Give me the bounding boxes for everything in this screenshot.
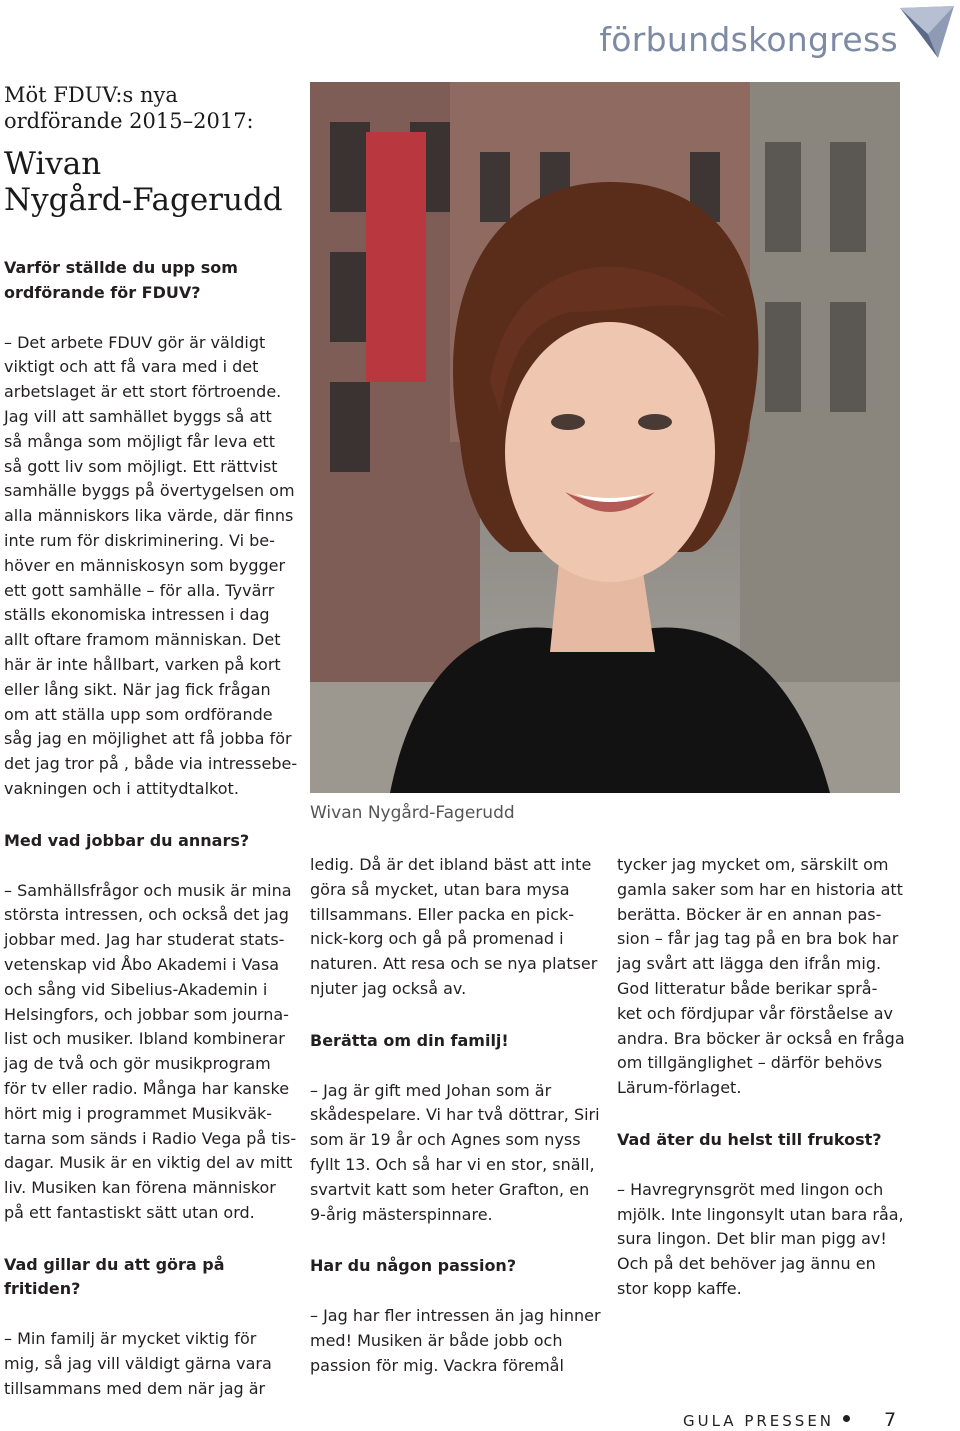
intro-line: ordförande 2015–2017: [4,109,254,133]
column-2 [310,853,605,1379]
title-line: Nygård-Fagerudd [4,182,283,218]
publication-name: GULA PRESSEN [683,1412,835,1430]
question-heading: Har du någon passion? [310,1256,517,1276]
page-number: 7 [884,1409,897,1431]
column-3 [617,853,917,1302]
portrait-illustration [310,82,900,793]
answer-paragraph: – Det arbete FDUV gör är väldigt viktigt och att få vara med i det arbetslaget är ett stort förtroende. Jag vill att samhället byggs så att så många som möjligt får leva ett så gott liv som möjligt. Ett rättvist samhälle byggs på övertygelsen om alla människors lika värde, där finns inte rum för diskriminering. Vi be- höver en människosyn som bygger ett gott samhälle – för alla. Tyvärr ställs ekonomiska intressen i dag allt oftare framom människan. Det här är inte hållbart, varken på kort eller lång sikt. När jag fick frågan om att ställa upp som ordförande såg jag en möjlighet att få jobba för det jag tror på , både via intressebe- vakningen och i attitydtalkot. [4,332,298,798]
answer-paragraph: tycker jag mycket om, särskilt om gamla saker som har en historia att berätta. Böcker är en annan pas- sion – får jag tag på en bra bok har jag svårt att lägga den ifrån mig. God litteratur både berikar språ- ket och fördjupar vår förståelse av andra. Bra böcker är också en fråga om tillgänglighet – därför behövs Lärum-förlaget. [617,855,905,1098]
question-heading: Berätta om din familj! [310,1030,509,1050]
answer-paragraph: – Jag har fler intressen än jag hinner med! Musiken är både jobb och passion för mig. Vackra föremål [310,1306,601,1375]
question-heading: Varför ställde du upp som ordförande för FDUV? [4,258,238,302]
question-heading: Vad äter du helst till frukost? [617,1129,882,1149]
answer-paragraph: – Min familj är mycket viktig för mig, så jag vill väldigt gärna vara tillsammans med dem när jag är [4,1329,272,1398]
section-label: förbundskongress [599,20,898,59]
title-line: Wivan [4,146,102,182]
answer-paragraph: – Jag är gift med Johan som är skådespelare. Vi har två döttrar, Siri som är 19 år och Agnes som nyss fyllt 13. Och så har vi en stor, snäll, svartvit katt som heter Grafton, en 9-årig mästerspinnare. [310,1080,600,1224]
answer-paragraph: ledig. Då är det ibland bäst att inte göra så mycket, utan bara mysa tillsammans. Eller packa en pick- nick-korg och gå på promenad i naturen. Att resa och se nya platser njuter jag också av. [310,855,598,998]
intro-text [4,82,294,134]
column-1 [4,256,304,1402]
bullet-separator [843,1415,850,1422]
answer-paragraph: – Samhällsfrågor och musik är mina största intressen, och också det jag jobbar med. Jag har studerat stats- vetenskap vid Åbo Akademi i Vasa och sång vid Sibelius-Akademin i Helsingfors, och jobbar som journa- list och musiker. Ibland kombinerar jag de två och gör musikprogram för tv eller radio. Många har kanske hört mig i programmet Musikväk- tarna som sänds i Radio Vega på tis- dagar. Musik är en viktig del av mitt liv. Musiken kan förena människor på ett fantastiskt sätt utan ord. [4,880,297,1222]
answer-paragraph: – Havregrynsgröt med lingon och mjölk. Inte lingonsylt utan bara råa, sura lingon. Det blir man pigg av! Och på det behöver jag ännu en stor kopp kaffe. [617,1179,904,1298]
question-heading: Med vad jobbar du annars? [4,830,250,850]
paper-plane-icon [898,4,956,60]
article-title [4,146,304,218]
question-heading: Vad gillar du att göra på fritiden? [4,1254,225,1299]
intro-line: Möt FDUV:s nya [4,83,178,107]
portrait-photo [310,82,900,793]
photo-caption: Wivan Nygård-Fagerudd [310,803,515,823]
